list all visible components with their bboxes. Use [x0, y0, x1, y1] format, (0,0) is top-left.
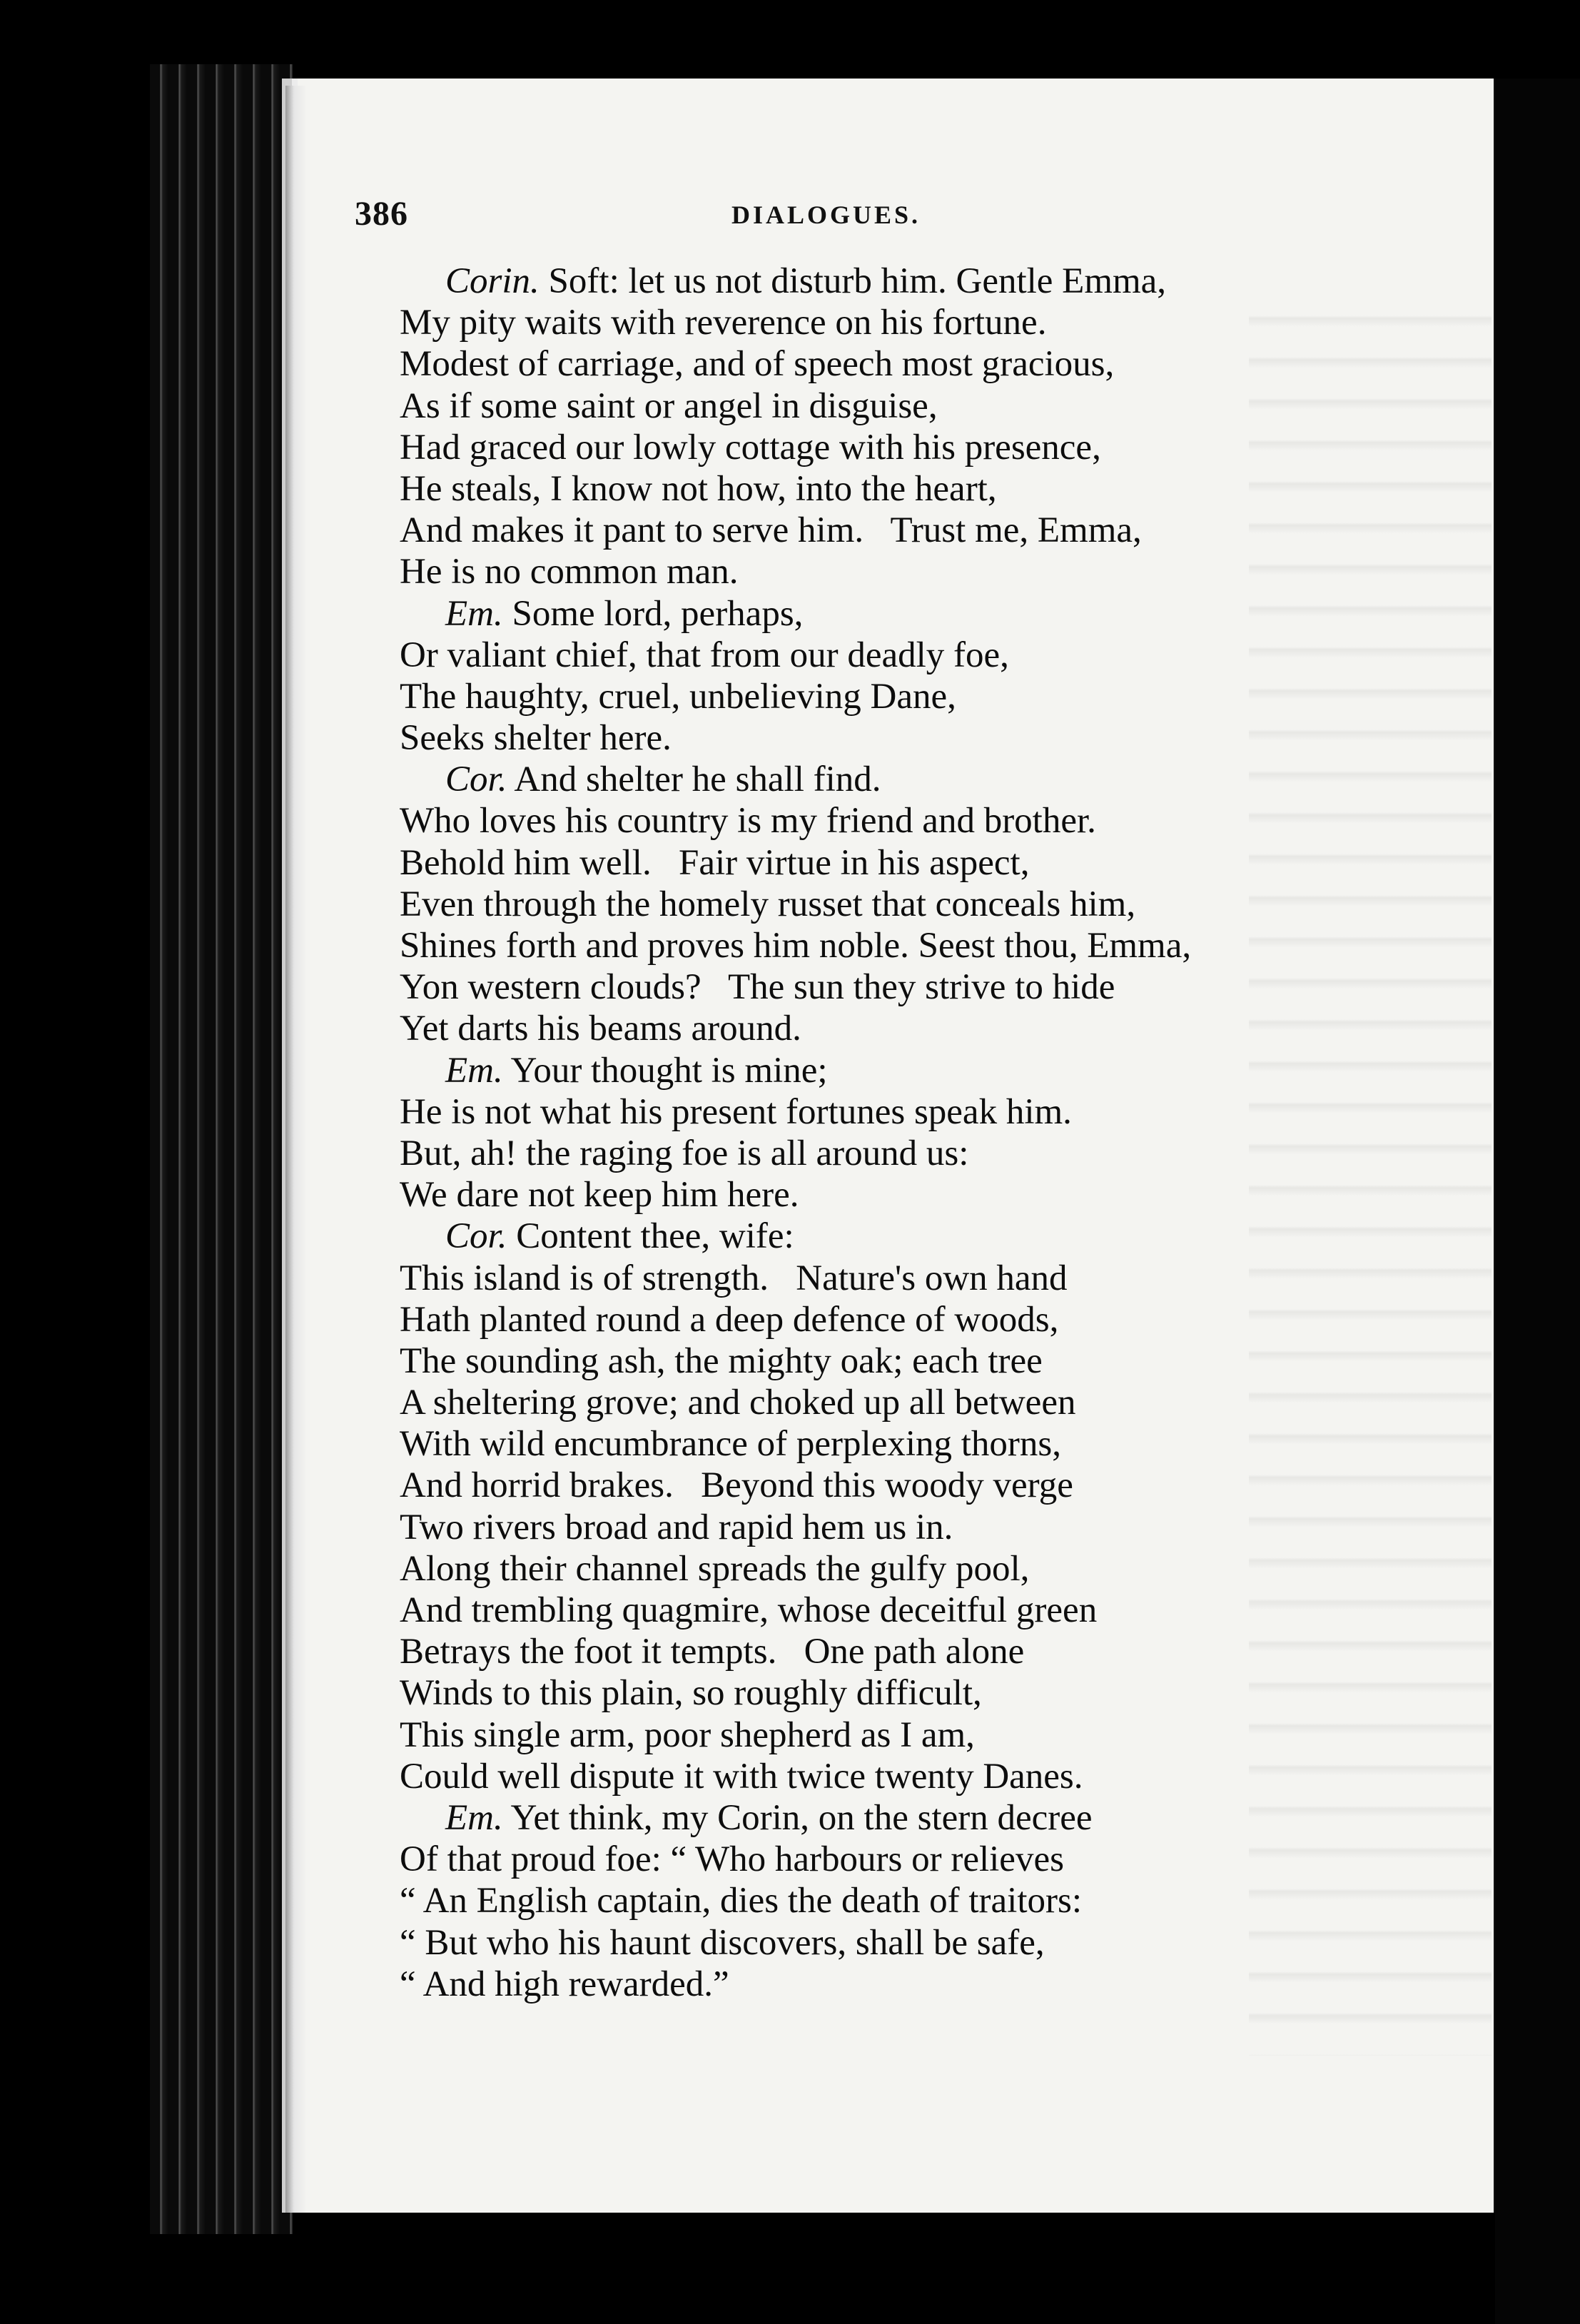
verse-line [400, 1839, 1499, 1880]
speech-line [400, 1216, 1499, 1257]
line-text: Along their channel spreads the gulfy pool, [400, 1548, 1030, 1589]
verse-line [400, 800, 1499, 842]
verse-line [400, 343, 1499, 385]
verse-line [400, 1465, 1499, 1506]
verse-line [400, 925, 1499, 966]
line-text: The haughty, cruel, unbelieving Dane, [400, 676, 956, 717]
line-text: The sounding ash, the mighty oak; each tree [400, 1340, 1043, 1381]
line-text: He is no common man. [400, 552, 739, 592]
page-number: 386 [355, 195, 408, 233]
verse-line [400, 1756, 1499, 1797]
verse-line [400, 1714, 1499, 1756]
line-text: A sheltering grove; and choked up all between [400, 1383, 1076, 1423]
line-text: “ And high rewarded.” [400, 1964, 729, 2004]
verse-line [400, 1423, 1499, 1465]
line-text: Some lord, perhaps, [512, 593, 804, 634]
verse-line [400, 1548, 1499, 1590]
line-text: Of that proud foe: “ Who harbours or relieves [400, 1839, 1064, 1880]
running-title: DIALOGUES. [731, 201, 921, 229]
line-text: Yet think, my Corin, on the stern decree [510, 1797, 1093, 1838]
page-binding-shadow [285, 86, 307, 2213]
verse-line [400, 1008, 1499, 1049]
verse-line [400, 302, 1499, 343]
verse-line [400, 676, 1499, 717]
verse-line [400, 385, 1499, 427]
line-text: We dare not keep him here. [400, 1175, 799, 1216]
page-edge-stack [150, 64, 293, 2234]
line-text: My pity waits with reverence on his fortune. [400, 303, 1047, 343]
line-text: “ An English captain, dies the death of traitors: [400, 1881, 1083, 1921]
line-text: Behold him well. Fair virtue in his aspect, [400, 842, 1030, 883]
verse-line [400, 510, 1499, 551]
verse-line [400, 1964, 1499, 2005]
verse-line [400, 884, 1499, 925]
line-text: Shines forth and proves him noble. Seest thou, Emma, [400, 926, 1192, 966]
line-text: Had graced our lowly cottage with his presence, [400, 427, 1101, 468]
line-text: Your thought is mine; [510, 1050, 828, 1091]
speaker-name: Corin. [445, 261, 540, 301]
line-text: Yet darts his beams around. [400, 1009, 801, 1049]
line-text: This island is of strength. Nature's own hand [400, 1258, 1068, 1298]
verse-line [400, 1382, 1499, 1423]
verse-line [400, 1258, 1499, 1299]
speech-line [400, 261, 1499, 302]
line-text: He steals, I know not how, into the heart, [400, 468, 997, 509]
verse-line [400, 966, 1499, 1008]
speaker-name: Em. [445, 1797, 503, 1838]
line-text: Or valiant chief, that from our deadly foe, [400, 635, 1009, 675]
line-text: This single arm, poor shepherd as I am, [400, 1714, 975, 1755]
line-text: With wild encumbrance of perplexing thorns, [400, 1424, 1062, 1465]
speech-line [400, 759, 1499, 800]
line-text: Who loves his country is my friend and brother. [400, 801, 1096, 842]
verse-line [400, 1880, 1499, 1921]
line-text: Soft: let us not disturb him. Gentle Emma, [548, 261, 1167, 301]
line-text: “ But who his haunt discovers, shall be safe, [400, 1922, 1045, 1963]
line-text: Content thee, wife: [516, 1216, 794, 1257]
verse-line [400, 842, 1499, 884]
scan-border-right [1495, 79, 1580, 2324]
verse-line [400, 717, 1499, 759]
line-text: And trembling quagmire, whose deceitful green [400, 1590, 1098, 1630]
verse-line [400, 1631, 1499, 1672]
line-text: Yon western clouds? The sun they strive to hide [400, 967, 1115, 1008]
line-text: He is not what his present fortunes speak him. [400, 1091, 1072, 1132]
speech-line [400, 593, 1499, 635]
verse-line [400, 551, 1499, 592]
line-text: Two rivers broad and rapid hem us in. [400, 1507, 953, 1547]
verse-line [400, 1507, 1499, 1548]
verse-line [400, 1133, 1499, 1174]
verse-line [400, 1590, 1499, 1631]
line-text: And makes it pant to serve him. Trust me, Emma, [400, 510, 1142, 551]
line-text: Hath planted round a deep defence of woods, [400, 1299, 1059, 1340]
line-text: Could well dispute it with twice twenty Danes. [400, 1756, 1083, 1797]
speech-line [400, 1050, 1499, 1091]
verse-line [400, 427, 1499, 468]
line-text: Even through the homely russet that conceals him, [400, 884, 1136, 924]
line-text: Winds to this plain, so roughly difficult, [400, 1673, 982, 1714]
verse-line [400, 1922, 1499, 1964]
speaker-name: Cor. [445, 1216, 507, 1257]
verse-line [400, 1091, 1499, 1133]
speaker-name: Em. [445, 1050, 503, 1091]
verse-line [400, 1672, 1499, 1714]
verse-line [400, 1174, 1499, 1216]
speech-line [400, 1797, 1499, 1839]
dialogue-text [400, 261, 1499, 2005]
verse-line [400, 1299, 1499, 1340]
verse-line [400, 1340, 1499, 1382]
line-text: Seeks shelter here. [400, 718, 672, 759]
verse-line [400, 468, 1499, 510]
verse-line [400, 635, 1499, 676]
line-text: As if some saint or angel in disguise, [400, 385, 938, 426]
line-text: And shelter he shall find. [514, 759, 881, 800]
line-text: And horrid brakes. Beyond this woody verge [400, 1465, 1073, 1506]
line-text: Betrays the foot it tempts. One path alone [400, 1632, 1025, 1672]
line-text: But, ah! the raging foe is all around us: [400, 1133, 969, 1173]
speaker-name: Cor. [445, 759, 507, 800]
line-text: Modest of carriage, and of speech most gracious, [400, 344, 1115, 385]
speaker-name: Em. [445, 593, 503, 634]
running-head [355, 194, 1489, 244]
